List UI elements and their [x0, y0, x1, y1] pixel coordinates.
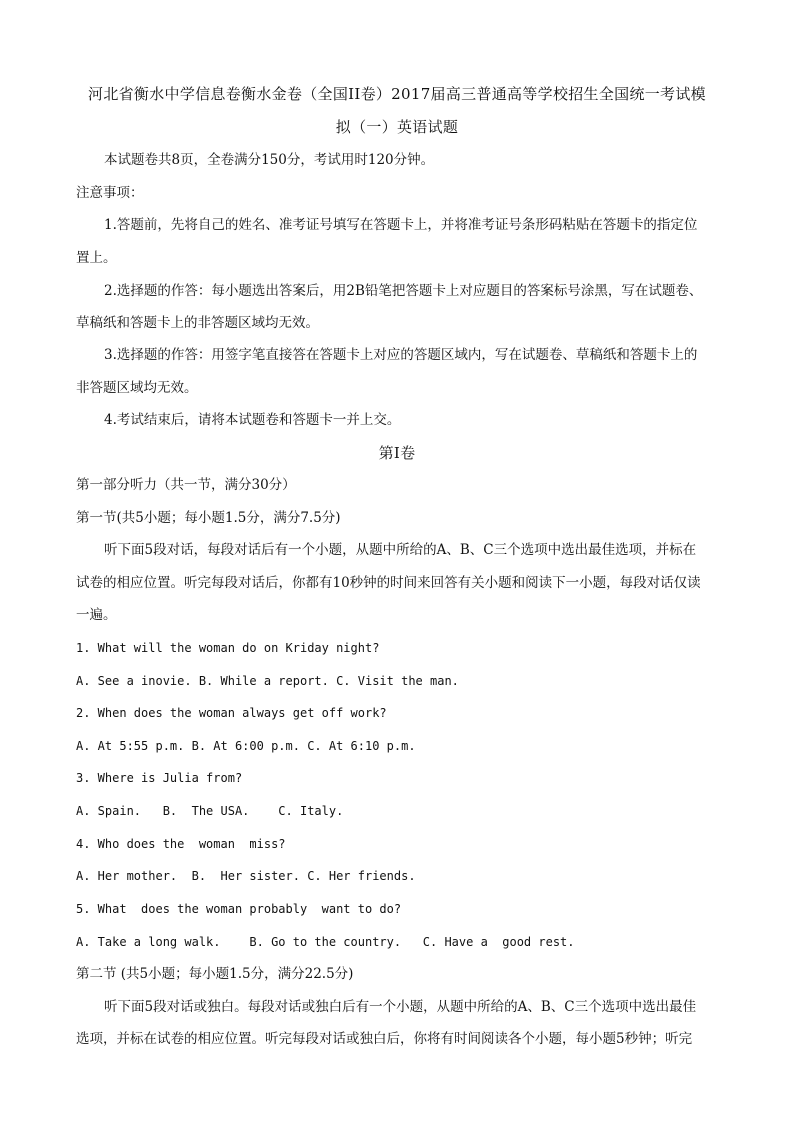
section2-instructions-cont: 选项，并标在试卷的相应位置。听完每段对话或独白后，你将有时间阅读各个小题，每小题5秒钟；听完: [76, 1031, 693, 1047]
note-item-1-cont: 置上。: [76, 250, 117, 266]
volume-heading: 第I卷: [378, 444, 416, 462]
note-item-3: 3.选择题的作答：用签字笔直接答在答题卡上对应的答题区域内，写在试题卷、草稿纸和答题卡上的: [104, 347, 698, 363]
note-item-3-cont: 非答题区域均无效。: [76, 380, 198, 396]
note-item-2: 2.选择题的作答：每小题选出答案后，用2B铅笔把答题卡上对应题目的答案标号涂黑，写在试题卷、: [104, 283, 703, 299]
note-item-2-cont: 草稿纸和答题卡上的非答题区域均无效。: [76, 315, 319, 331]
title-line-1: 河北省衡水中学信息卷衡水金卷（全国II卷）2017届高三普通高等学校招生全国统一考试模: [88, 85, 706, 103]
title-line-2: 拟（一）英语试题: [335, 118, 459, 136]
question-4-options: A. Her mother. B. Her sister. C. Her friends.: [76, 869, 416, 883]
section1-heading: 第一节(共5小题；每小题1.5分，满分7.5分): [76, 510, 341, 526]
notes-heading: 注意事项：: [76, 185, 144, 201]
section1-instructions-end: 一遍。: [76, 607, 117, 623]
intro-text: 本试题卷共8页，全卷满分150分，考试用时120分钟。: [104, 152, 435, 168]
question-2-options: A. At 5:55 p.m. B. At 6:00 p.m. C. At 6:10 p.m.: [76, 739, 416, 753]
part1-heading: 第一部分听力（共一节，满分30分）: [76, 477, 296, 493]
question-5: 5. What does the woman probably want to do?: [76, 902, 402, 916]
note-item-4: 4.考试结束后，请将本试题卷和答题卡一并上交。: [104, 412, 401, 428]
section1-instructions: 听下面5段对话，每段对话后有一个小题，从题中所给的A、B、C三个选项中选出最佳选项，并标在: [104, 542, 697, 558]
question-1: 1. What will the woman do on Kriday night?: [76, 641, 380, 655]
note-item-1: 1.答题前，先将自己的姓名、准考证号填写在答题卡上，并将准考证号条形码粘贴在答题卡的指定位: [104, 217, 698, 233]
section2-heading: 第二节 (共5小题；每小题1.5分，满分22.5分): [76, 966, 354, 982]
question-1-options: A. See a inovie. B. While a report. C. Visit the man.: [76, 674, 459, 688]
question-3: 3. Where is Julia from?: [76, 771, 243, 785]
question-2: 2. When does the woman always get off work?: [76, 706, 387, 720]
question-5-options: A. Take a long walk. B. Go to the country. C. Have a good rest.: [76, 935, 575, 949]
section2-instructions: 听下面5段对话或独白。每段对话或独白后有一个小题，从题中所给的A、B、C三个选项中选出最佳: [104, 999, 697, 1015]
section1-instructions-cont: 试卷的相应位置。听完每段对话后，你都有10秒钟的时间来回答有关小题和阅读下一小题，每段对话仅读: [76, 575, 701, 591]
question-4: 4. Who does the woman miss?: [76, 837, 286, 851]
question-3-options: A. Spain. B. The USA. C. Italy.: [76, 804, 344, 818]
